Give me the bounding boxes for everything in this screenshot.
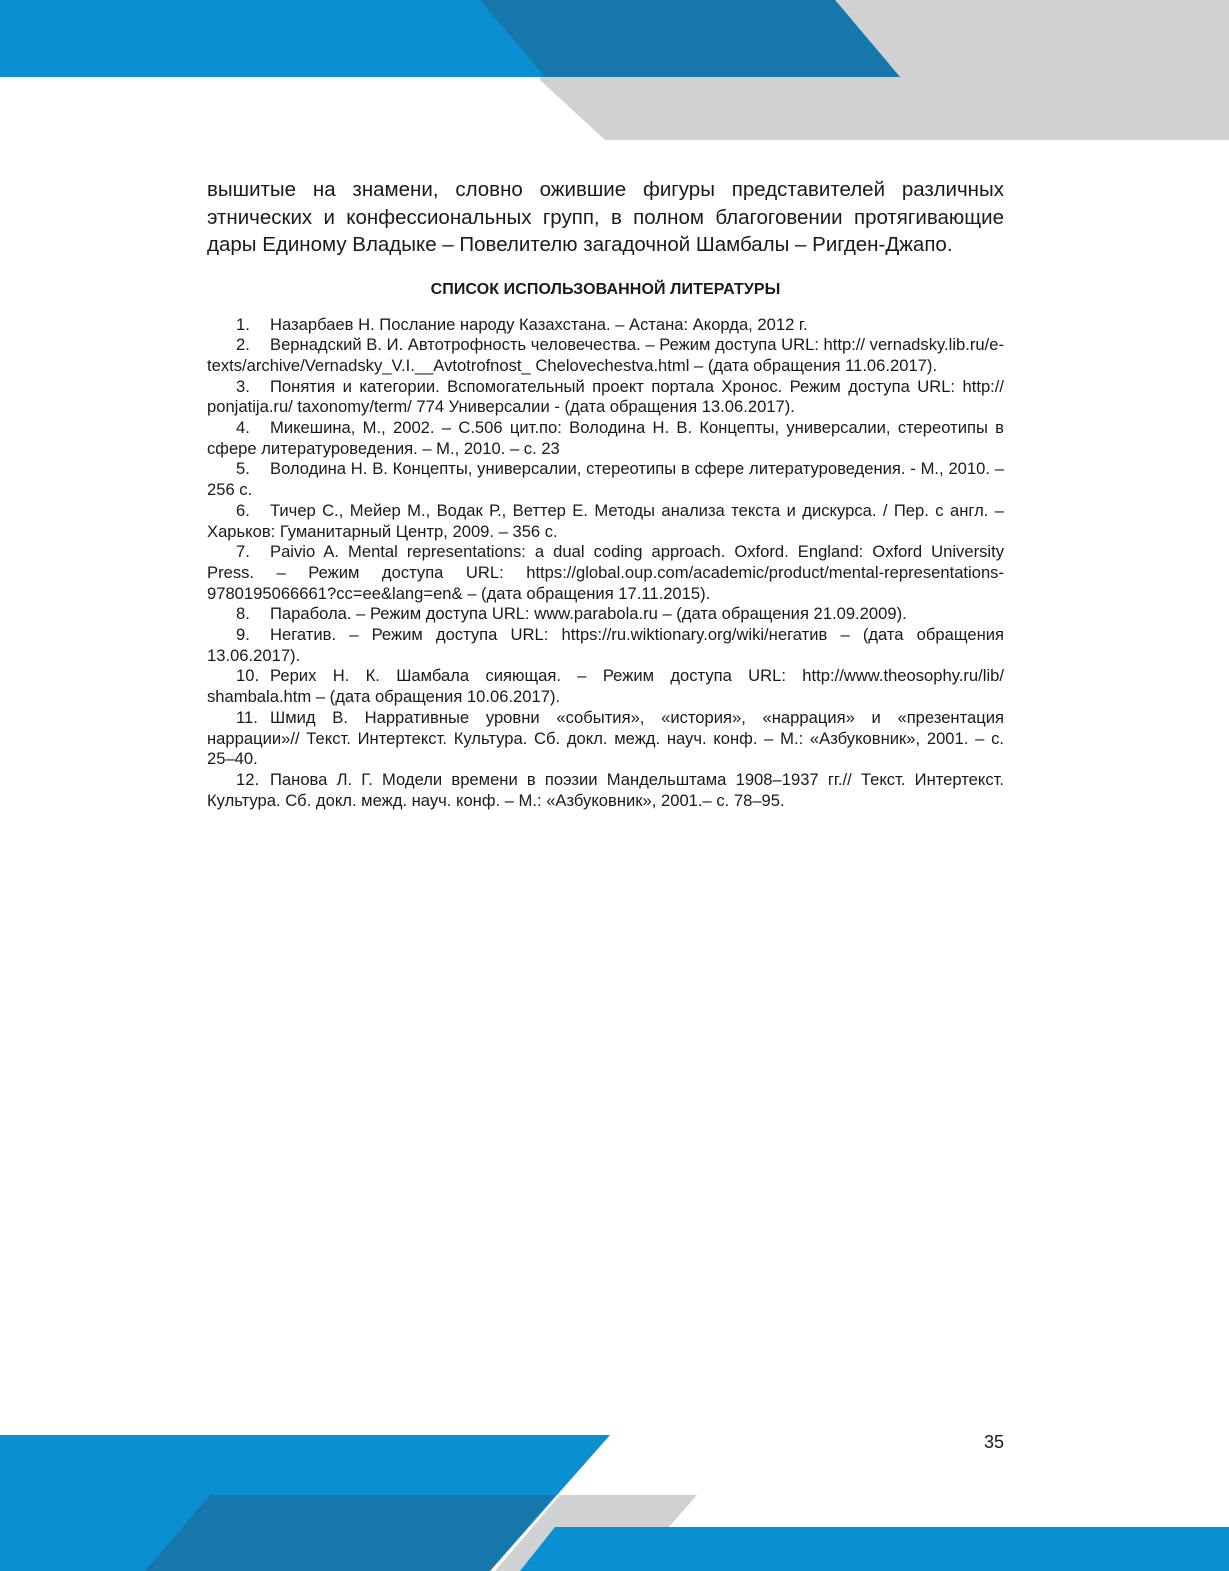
bottom-right-blue-band: [520, 1527, 1229, 1571]
reference-item: [207, 501, 1004, 542]
reference-number: 10.: [236, 666, 260, 686]
reference-text: Негатив. – Режим доступа URL: https://ru.wiktionary.org/wiki/негатив – (дата обращения 13.06.2017).: [207, 625, 1004, 665]
reference-number: 9.: [236, 625, 250, 645]
reference-number: 2.: [236, 335, 250, 355]
reference-number: 5.: [236, 459, 250, 479]
reference-item: [207, 708, 1004, 770]
references-title: СПИСОК ИСПОЛЬЗОВАННОЙ ЛИТЕРАТУРЫ: [430, 280, 781, 298]
reference-item: [207, 542, 1004, 604]
reference-number: 1.: [236, 314, 250, 334]
reference-item: [207, 666, 1004, 707]
reference-number: 8.: [236, 604, 250, 624]
bottom-dark-blue-band: [145, 1495, 555, 1571]
reference-text: Понятия и категории. Вспомогательный проект портала Хронос. Режим доступа URL: http:// ponjatija.ru/ taxonomy/term/ 774 Универсалии - (дата обращения 13.06.2017).: [207, 376, 1004, 417]
reference-item: [207, 625, 1004, 666]
reference-text: Вернадский В. И. Автотрофность человечества. – Режим доступа URL: http:// vernadsky.lib.ru/e-texts/archive/Vernadsky_V.I.__Avtotrofnost_ Chelovechestva.html – (дата обращения 11.06.2017).: [207, 335, 1004, 375]
reference-item: [207, 459, 1004, 500]
reference-number: 12.: [236, 769, 260, 789]
reference-text: Шмид В. Нарративные уровни «события», «история», «наррация» и «презентация наррации»// Текст. Интертекст. Культура. Сб. докл. межд. науч. конф. – М.: «Азбуковник», 2001. – с. 25–40.: [207, 707, 1004, 769]
reference-item: [207, 418, 1004, 459]
reference-text: Микешина, М., 2002. – С.506 цит.по: Володина Н. В. Концепты, универсалии, стереотипы в сфере литературоведения. – М., 2010. – с. 23: [207, 418, 1004, 458]
reference-text: Панова Л. Г. Модели времени в поэзии Мандельштама 1908–1937 гг.// Текст. Интертекст. Культура. Сб. докл. межд. науч. конф. – М.: «Азбуковник», 2001.– с. 78–95.: [207, 769, 1004, 810]
reference-item: [207, 315, 1004, 336]
reference-text: Парабола. – Режим доступа URL: www.parabola.ru – (дата обращения 21.09.2009).: [270, 604, 907, 624]
reference-number: 6.: [236, 500, 250, 520]
references-list: [207, 315, 1004, 812]
reference-text: Тичер С., Мейер М., Водак Р., Веттер Е. Методы анализа текста и дискурса. / Пер. с англ. – Харьков: Гуманитарный Центр, 2009. – 356 с.: [207, 500, 1004, 541]
reference-number: 3.: [236, 376, 250, 396]
top-dark-blue-band: [480, 0, 900, 77]
reference-item: [207, 604, 1004, 625]
reference-number: 11.: [236, 707, 258, 727]
reference-text: Рерих Н. К. Шамбала сияющая. – Режим доступа URL: http://www.theosophy.ru/lib/ shambala.htm – (дата обращения 10.06.2017).: [207, 666, 1004, 707]
reference-item: [207, 770, 1004, 811]
page-content: [207, 176, 1004, 811]
page-number: 35: [983, 1432, 1004, 1452]
intro-paragraph: вышитые на знамени, словно ожившие фигуры представителей различных этнических и конфессиональных групп, в полном благоговении протягивающие дары Единому Владыке – Повелителю загадочной Шамбалы – Ригден-Джапо.: [207, 178, 1004, 256]
reference-text: Володина Н. В. Концепты, универсалии, стереотипы в сфере литературоведения. - М., 2010. – 256 с.: [207, 459, 1004, 500]
reference-text: Назарбаев Н. Послание народу Казахстана. – Астана: Акорда, 2012 г.: [270, 314, 808, 334]
reference-item: [207, 377, 1004, 418]
reference-item: [207, 335, 1004, 376]
reference-text: Paivio A. Mental representations: a dual coding approach. Oxford. England: Oxford University Press. – Режим доступа URL: https://global.oup.com/academic/product/mental-representations-9780195066661?cc=ee&lang=en& – (дата обращения 17.11.2015).: [207, 542, 1004, 603]
reference-number: 7.: [236, 542, 250, 562]
reference-number: 4.: [236, 418, 250, 438]
